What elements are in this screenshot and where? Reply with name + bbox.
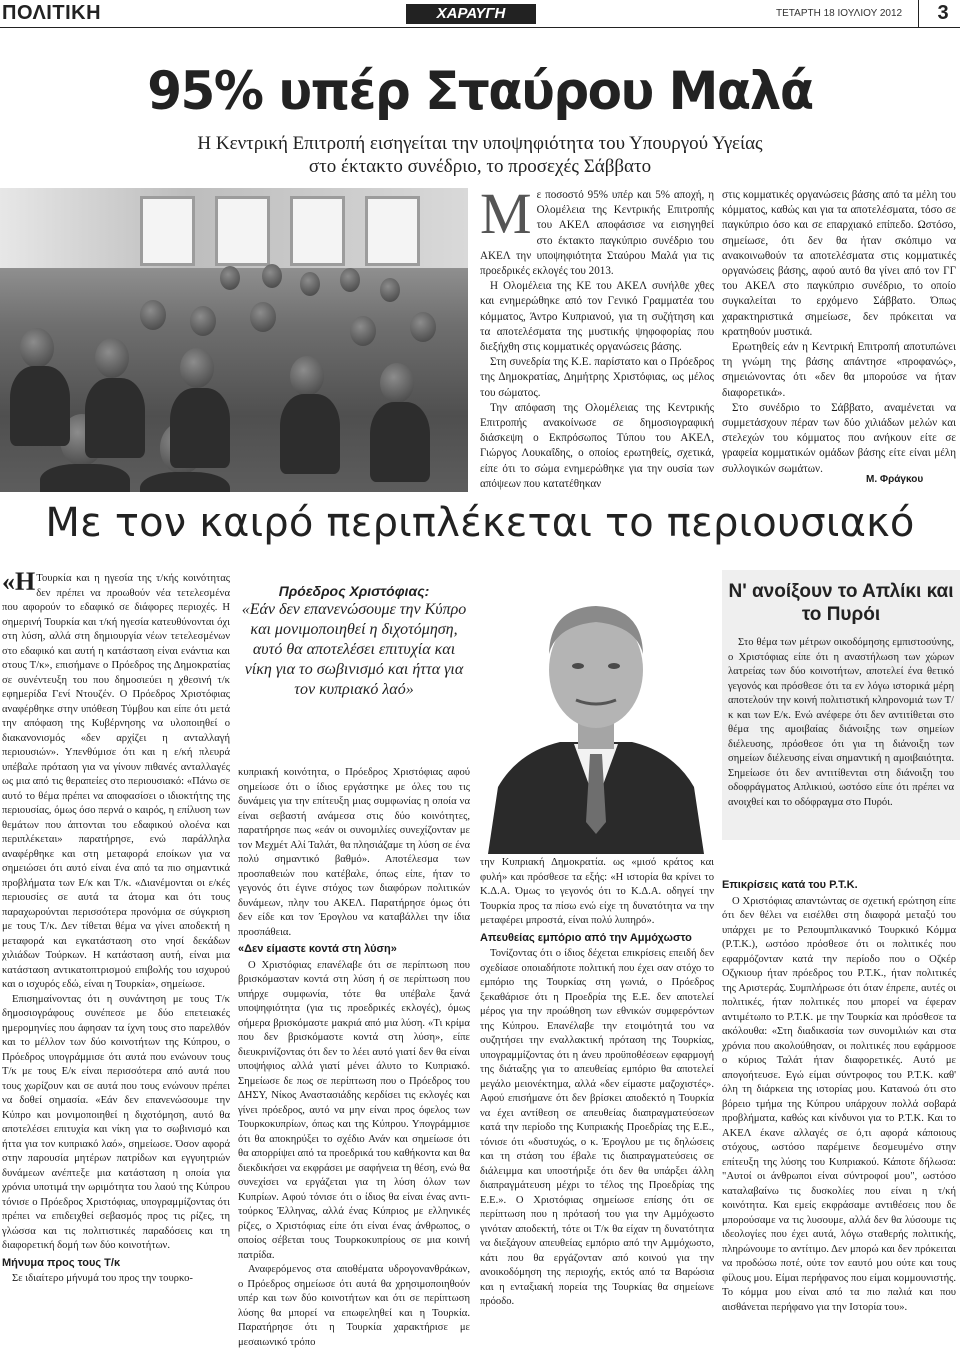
photo-window [215, 196, 270, 266]
article2-paragraph: Αναφερόμενος στα αποθέματα υδρογονανθράκων, ο Πρόεδρος σημείωσε ότι αυτά θα χρησιμοποιηθούν υπέρ και των δύο κοινοτήτων και ότι σε περίπτωση λύσης θα μπορεί να επωφεληθεί και η Τουρκία. Παρατήρησε ότι η Τουρκία χαρακτήρισε με μεσαιωνικό τρόπο [238, 1264, 470, 1348]
committee-meeting-photo [0, 188, 468, 492]
photo-person [190, 306, 216, 336]
photo-person-body [280, 394, 340, 474]
subheading: Απευθείας εμπόριο από την Αμμόχωστο [480, 931, 692, 944]
photo-person-body [40, 464, 130, 492]
newspaper-logo: ΧΑΡΑΥΓΗ [406, 4, 536, 24]
photo-person [180, 348, 214, 388]
photo-person [140, 300, 166, 330]
article1-deck-line2: στο έκτακτο συνέδριο, το προσεχές Σάββατο [308, 156, 652, 177]
opening-quote: «Η [2, 567, 36, 596]
article2-paragraph: κυπριακή κοινότητα, ο Πρόεδρος Χριστόφιας αφού σημείωσε ότι ο ίδιος εργάστηκε με όλες του τις δυνάμεις για την επίτευξη μιας συμφωνίας η οποία να είναι σεβαστή ανάμεσα στις δύο κοινότητες, παρατήρησε πως «εάν οι συνομιλίες συνεχίζονταν με τον Μεχμέτ Αλί Ταλάτ, θα πλησιάζαμε τη λύση σε ένα πολύ σημαντικό βαθμό». Αποτέλεσμα των προσπαθειών που κατέβαλε, όπως είπε, ήταν το γεγονός ότι έγινε στόχος των διαφόρων πολιτικών δυνάμεων, πλην του ΑΚΕΛ. Παρατήρησε όμως ότι δεν είδε και τον Έρογλου να καταβάλλει την ίδια προσπάθεια. [238, 767, 470, 938]
article1-paragraph: Με ποσοστό 95% υπέρ και 5% αποχή, η Ολομέλεια της Κεντρικής Επιτροπής του ΑΚΕΛ αποφάσισε να εισηγηθεί στο έκτακτο παγκύπριο συνέδριο του ΑΚΕΛ την υποψηφιότητα Σταύρου Μαλά για τις προεδρικές εκλογές του 2013. [480, 181, 714, 278]
photo-person [20, 328, 54, 368]
article2-paragraph: την Κυπριακή Δημοκρατία. ως «μισό κράτος και φυλή» και πρόσθεσε τα εξής: «Η ιστορία θα κρίνει το Κ.Δ.Α. Όμως το γεγονός ότι το Κ.Δ.Α. οδηγεί την Τουρκία προς τα πίσω ενώ είχε τη δυνατότητα να την μεταφέρει μπροστά, είναι πολύ λυπηρό». [480, 857, 714, 926]
sidebar-paragraph: Στο θέμα των μέτρων οικοδόμησης εμπιστοσύνης, ο Χριστόφιας είπε ότι η αναστήλωση των χώρων λατρείας των δύο κοινοτήτων, αποτελεί ένα θετικό γεγονός και πρόσθεσε ότι τα εν λόγω ιστορικά μέρη αποτελούν την κοινή πολιτιστική κληρονομιά των Τ/κ και των Ε/κ. Ενώ ανέφερε ότι δεν αντιτίθεται στο θέμα της αμοιβαίας διάνοιξης των σημείων διέλευσης, πρόσθεσε ότι για τη διάνοιξη των σημείων διέλευσης είναι σημαντική η αμοιβαιότητα. Σημείωσε ότι δεν αντιτίθενται στη διάνοιξη του οδοφράγματος Απλικιού, ωστόσο είπε ότι πρέπει να ανοιχθεί και το οδόφραγμα στο Πυρόι. [728, 637, 954, 808]
photo-person [350, 316, 376, 346]
photo-person [380, 278, 400, 302]
photo-person [340, 268, 360, 292]
photo-person-body [85, 378, 145, 458]
article2-column-2 [238, 766, 470, 1350]
article2-paragraph: «Η Τουρκία και η ηγεσία της τ/κής κοινότητας δεν πρέπει να προωθούν νέα τετελεσμένα που αφορούν το εδαφικό σε διάφορες περιοχές. Η σημερινή Τουρκία και τ/κή ηγεσία κατευθύνονται όχι στη λύση, αλλά στη δημιουργία νέων τετελεσμένων στο εδαφικό και αυτή η κατάσταση είναι ενάντια και στους Τ/κ», επισήμανε ο Πρόεδρος της Δημοκρατίας σε συνέντευξη του που δημοσιεύει η χθεσινή τ/κ εφημερίδα Γενί Ντουζέν. Ο Πρόεδρος Χριστόφιας αναφέρθηκε στην υπόθεση Τύμβου και είπε ότι μετά την απόφαση της Κυβέρνησης να υλοποιηθεί ο διακανονισμός «δεν αρχίζει η ανταλλαγή περιουσιών». Υπενθύμισε ότι και η ε/κή πλευρά υπέβαλε πρόταση για να γίνουν πιθανές ανταλλαγές ως μια από τις θεραπείες στο περιουσιακό: «Πάνω σε αυτό το θέμα πρέπει να αποφασίσει ο ιδιοκτήτης της περιουσίας, όμως όσο περνά ο καιρός, η επίλυση των θεμάτων που άπτονται του εδαφικού ολοένα και περιπλέκεται» παρατήρησε, ενώ παράλληλα αναφέρθηκε και στη μεταφορά εποίκων για να σημειώσει ότι αυτό είναι ένα από τα πιο σημαντικά προβλήματα των Ε/κ και Τ/κ. «Διανέμονται οι ε/κές περιουσίες σε αυτά τα άτομα και ότι τους παραχωρούνται περισσότερα προνόμια σε σύγκριση με τους Τ/κ. Δεν τίθεται θέμα να γίνει αποδεκτή η μεταφορά και εγκατάσταση στο νησί δεκάδων χιλιάδων Τούρκων. Η κατάσταση αυτή, είναι μια κατάσταση αντικατοπτρισμού επιβολής του ισχυρού και ο ισχυρός εδώ, είναι η Τουρκία», σημείωσε. [2, 567, 230, 990]
dropcap: Μ [480, 181, 532, 246]
article1-deck-line1: Η Κεντρική Επιτροπή εισηγείται την υποψηφιότητα του Υπουργού Υγείας [197, 133, 763, 154]
christofias-portrait [478, 572, 714, 854]
header-divider [918, 0, 919, 28]
page-number: 3 [937, 2, 949, 24]
photo-person [380, 363, 414, 403]
photo-window [140, 196, 195, 266]
photo-person [290, 356, 324, 396]
photo-person-body [170, 388, 230, 468]
article1-paragraph: Στη συνεδρία της Κ.Ε. παρίστατο και ο Πρόεδρος της Δημοκρατίας, Δημήτρης Χριστόφιας, ως μέλος του σώματος. [480, 356, 714, 399]
article2-column-1 [2, 567, 230, 1287]
article2-column-3 [480, 856, 714, 1310]
sidebar-heading: Ν' ανοίξουν το Απλίκι και το Πυρόι [728, 581, 954, 625]
photo-person-body [370, 402, 430, 482]
photo-person [300, 272, 320, 296]
article2-headline: Με τον καιρό περιπλέκεται το περιουσιακό [45, 500, 915, 546]
article2-paragraph: Σε ιδιαίτερο μήνυμά του προς την τουρκο- [12, 1273, 193, 1284]
subheading: Επικρίσεις κατά του Ρ.Τ.Κ. [722, 879, 858, 891]
article1-column-2 [722, 188, 956, 477]
photo-window [365, 196, 420, 266]
subheading: «Δεν είμαστε κοντά στη λύση» [238, 943, 397, 955]
article1-column-1 [480, 181, 714, 492]
pull-quote [238, 582, 470, 700]
photo-person [410, 312, 436, 342]
pull-quote-attribution: Πρόεδρος Χριστόφιας: [278, 583, 430, 599]
photo-person-body [10, 366, 70, 446]
issue-date: ΤΕΤΑΡΤΗ 18 ΙΟΥΛΙΟΥ 2012 [776, 8, 903, 19]
page-header [0, 0, 960, 28]
article2-column-4 [722, 876, 956, 1315]
section-label: ΠΟΛΙΤΙΚΗ [2, 2, 102, 24]
article1-paragraph: στις κομματικές οργανώσεις βάσης από τα μέλη του κόμματος, καθώς και για τα αποτελέσματα, τόσο σε παγκύπριο όσο και σε επαρχιακό επίπεδο. Ωστόσο, σημείωσε, ότι δεν θα ήταν σκόπιμο να ανακοινωθούν τα αποτελέσματα στις κομματικές οργανώσεις βάσης, αφού αυτό θα γίνει από τον ΓΓ του ΑΚΕΛ στο παγκύπριο συνέδριο, το οποίο συγκαλείται το ερχόμενο Σάββατο. Όπως χαρακτηριστικά σημείωσε, δεν πρόκειται να κρατηθούν μυστικά. [722, 189, 956, 338]
article2-paragraph: Ο Χριστόφιας επανέλαβε ότι σε περίπτωση που βρισκόμασταν κοντά στη λύση ή σε περίπτωση που υπήρχε συμφωνία, τότε θα υπέβαλε ξανά υποψηφιότητα (για τις προεδρικές εκλογές), όμως σήμερα βρισκόμαστε μακριά από μια λύση. «Τι κρίμα που δεν βρισκόμαστε κοντά στη λύση», είπε διευκρινίζοντας ότι δεν το λέει αυτό γιατί δεν θα είναι υποψήφιος αλλά γιατί μένει άλυτο το Κυπριακό. Σημείωσε δε πως σε περίπτωση που ο Πρόεδρος του ΔΗΣΥ, Νίκος Αναστασιάδης κερδίσει τις εκλογές και γίνει πρόεδρος, αυτό να μην είναι προς όφελος των Τουρκοκυπρίων, όπως και της Κύπρου. Υπογράμμισε ότι θα αποκηρύξει το σχέδιο Ανάν και σημείωσε ότι θα απορρίψει από τα προεδρικά του καθήκοντα και θα διεκδικήσει να εκφράσει με σαφήνεια τη θέση, ενώ θα συνεχίσει να εργάζεται για τη λύση όλων των Κυπρίων. Αφού τόνισε ότι ο ίδιος θα είναι ένας αντι-τούρκος Έλληνας, αλλά ένας Κύπριος με ελληνικές ρίζες, ο Χριστόφιας είπε ότι είναι ένας άνθρωπος, ο οποίος σέβεται τους Τουρκοκυπρίους σε μια κοινή πατρίδα. [238, 959, 470, 1261]
article1-paragraph: Η Ολομέλεια της ΚΕ του ΑΚΕΛ συνήλθε χθες και ενημερώθηκε από τον Γενικό Γραμματέα του κόμματος, Άντρο Κυπριανού, για τη συζήτηση και τα αποτελέσματα της μυστικής ψηφοφορίας που διεξήχθη στις κομματικές οργανώσεις βάσης. [480, 280, 714, 354]
article1-deck [100, 132, 860, 178]
article1-paragraph: Στο συνέδριο το Σάββατο, αναμένεται να συμμετάσχουν πέραν των δύο χιλιάδων μελών και στελεχών του κόμματος που ανήκουν είτε σε γραφεία κομματικών ομάδων βάσης είτε είναι μέλη συλλογικών σωμάτων. [722, 401, 956, 475]
photo-person [220, 266, 240, 290]
article1-headline: 95% υπέρ Σταύρου Μαλά [147, 60, 813, 122]
subheading: Μήνυμα προς τους Τ/κ [2, 1256, 121, 1269]
article1-paragraph: Ερωτηθείς εάν η Κεντρική Επιτροπή αποτυπώνει τη γνώμη της βάσης απάντησε «προφανώς», σημειώνοντας ότι «δεν θα μπορούσε να ήταν διαφορετικά». [722, 341, 956, 399]
photo-window [290, 196, 345, 266]
article2-paragraph: Επισημαίνοντας ότι η συνάντηση με τους Τ/κ δημοσιογράφους συνέπεσε με δύο επετειακές ημερομηνίες που άφησαν τα ίχνη τους στο παρελθόν και το μέλλον των δύο κοινοτήτων της Κύπρου, ο Πρόεδρος υπογράμμισε ότι αυτά που ενώνουν τους Τ/κ με τους Ε/κ είναι περισσότερα από αυτά που τους χωρίζουν και σε αυτά που τους ενώνουν πρέπει να δοθεί σημασία. «Εάν δεν επανενώσουμε την Κύπρο και μονιμοποιηθεί η διχοτόμηση, αυτό θα αποτελέσει επιτυχία και νίκη για το σωβινισμό και ήττα για τον κυπριακό λαό», σημείωσε. Όσον αφορά στην παρουσία μητέρων πατρίδων και εγγυητριών δυνάμεων ανέπτεξε μια κατάσταση η οποία για χρόνια υποτιμά την ωριμότητα του λαού της Κύπρου τόνισε ο Πρόεδρος Χριστόφιας, υπογραμμίζοντας ότι πρέπει να επιδειχθεί σεβασμός προς τις ρίζες, τη γλώσσα και τις πολιτιστικές παραδόσεις και τη διαφορετική δομή των δύο κοινοτήτων. [2, 993, 230, 1251]
photo-person [262, 264, 282, 288]
article1-signature: Μ. Φράγκου [866, 474, 924, 485]
sidebar-text [728, 636, 954, 810]
portrait-drawing [478, 572, 714, 854]
pull-quote-text: «Εάν δεν επανενώσουμε την Κύπρο και μονιμοποιηθεί η διχοτόμηση, αυτό θα αποτελέσει επιτυχία και νίκη για το σωβινισμό και ήττα για τον κυπριακό λαό» [241, 601, 467, 698]
photo-person [250, 302, 276, 332]
article1-paragraph: Την απόφαση της Ολομέλειας της Κεντρικής Επιτροπής ανακοίνωσε σε δημοσιογραφική διάσκεψη ο Εκπρόσωπος Τύπου του ΑΚΕΛ, Γιώργος Λουκαΐδης, ο οποίος ερωτηθείς, σχετικά, είπε ότι το σώμα ενημερώθηκε για την ουσία των απόψεων που κατατέθηκαν [480, 401, 714, 490]
article2-paragraph: Ο Χριστόφιας απαντώντας σε σχετική ερώτηση είπε ότι δεν θέλει να εισέλθει στη διαφορά μεταξύ του υπάρχει με το Ρεπουμπλικανικό Τουρκικό Κόμμα (Ρ.Τ.Κ.), ωστόσο πρόσθεσε ότι οι πολιτικές που εφαρμόζονταν κατά την περίοδο που ο Οζκέρ Οζγκιουρ ήταν πρόεδρος του Ρ.Τ.Κ., ήταν πολιτικές της Αριστεράς. Συμπλήρωσε ότι όταν έπρεπε, αυτές οι πολιτικές, ήταν πολιτικές που μπορεί να έφεραν αντιμέτωπο το Ρ.Τ.Κ. με την Τουρκία και πρόσθεσε τα ακόλουθα: «Στη διαδικασία των συνομιλιών και στα χρόνια που ακολούθησαν, οι πολιτικές που εφάρμοσε ο κύριος Ταλάτ ήταν διαφορετικές. Αυτό με απογοήτευσε. Εγώ είμαι σύντροφος του Ρ.Τ.Κ. καθ' όλη τη διάρκεια της ιστορίας μου. Κατανοώ ότι στο βόρειο τμήμα της Κύπρου υπάρχουν πολλά σοβαρά προβλήματα, καθώς και κίνδυνοι για το Ρ.Τ.Κ. Και το ΑΚΕΛ έκανε αλλαγές σε ό,τι αφορά κάποιους στόχους, ωστόσο παρέμεινε δεσμευμένο στην επίτευξη της λύσης του Κυπριακού. Κάποτε δήλωσα: "Αυτοί οι άνθρωποι είναι σύντροφοί μου", ωστόσο καταλαβαίνω τις δυσκολίες που είναι η τ/κή κοινότητα. Και εμείς εκφράσαμε αντιθέσεις που δε μπορούσαμε να τις λυσουμε, αλλά δεν θα λύσουμε τις ιδεολογίες που έχει αυτά, λόγω σταθερής πολιτικής, πληρώνουμε το αντίτιμο. Δεν μπορώ και δεν πρόκειται να προδώσω ποτέ, ούτε τον εαυτό μου ούτε και τους φίλους μου. Είμαι περήφανος που είμαι κομμουνιστής. Το κόμμα μου είναι από τα πιο παλιά και που αισθάνεται περήφανο για την Ιστορία του». [722, 895, 956, 1313]
article2-paragraph: Τονίζοντας ότι ο ίδιος δέχεται επικρίσεις επειδή δεν σχεδίασε οποιαδήποτε πολιτική που έχει σαν στόχο το εμπόριο της Τουρκίας στη γωνιά, ο Πρόεδρος ξεκαθάρισε ότι η Προεδρία της Ε.Ε. δεν αποτελεί μέρος για την προώθηση των εθνικών συμφερόντων της Κύπρου. Επανέλαβε την ετοιμότητά του να συζητήσει την εναλλακτική πρόταση της Τουρκίας, υπογραμμίζοντας ότι η άνευ προϋποθέσεων εφαρμογή της διάταξης για το απευθείας εμπόριο θα αποτελεί μεγάλο μειονέκτημα, αλλά «δεν είμαστε μαζοχιστές». Αφού επισήμανε ότι δεν βρίσκει αποδεκτό η Τουρκία να έχει αντίθεση σε απευθείας διαπραγματεύσεων κατά την περίοδο της Κυπριακής Προεδρίας της Ε.Ε., τόνισε ότι «δυστυχώς, ο κ. Έρογλου με τις δηλώσεις και τη στάση του έβαλε τις διαπραγματεύσεις σε διάλειμμα και υποστήριξε ότι δεν θα υπάρξει άλλη διαπραγμάτευση μέχρι το τέλος της Προεδρίας της Ε.Ε.». Ο Χριστόφιας σημείωσε επίσης ότι σε περίπτωση που η πρότασή του για την Αμμόχωστο γινόταν αποδεκτή, τότε οι Τ/κ θα είχαν τη δυνατότητα να διεξάγουν απευθείας εμπόριο από την Αμμόχωστο, κάτι που θα εργάζονταν από κοινού για την ανοικοδόμηση της περιοχής, εκτός από τα Βαρώσια και η ενταξιακή πορεία της Τουρκίας θα σημείωνε πρόοδο. [480, 948, 714, 1307]
photo-person [95, 338, 129, 378]
photo-person-body [140, 472, 230, 492]
